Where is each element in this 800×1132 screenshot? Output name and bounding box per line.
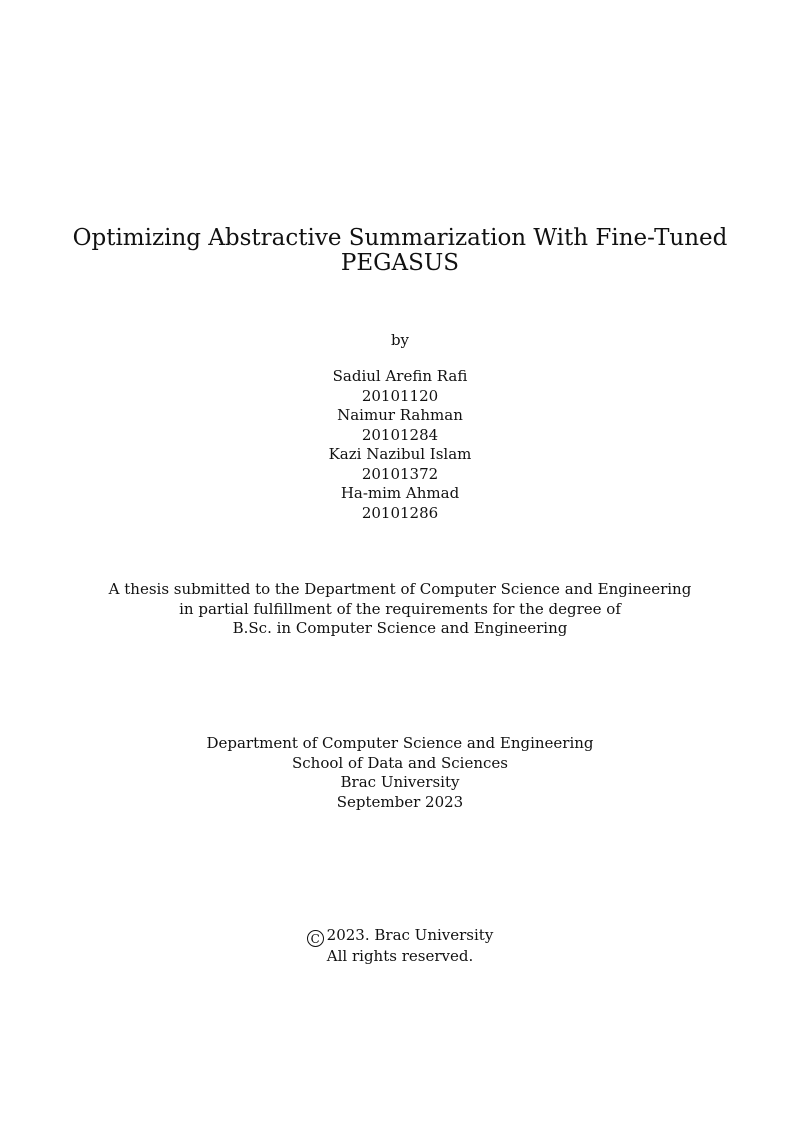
department-name: Department of Computer Science and Engineering [206,734,594,752]
author-id: 20101372 [361,464,439,483]
author-name: Kazi Nazibul Islam [328,445,472,463]
author-id: 20101120 [361,386,439,405]
submission-date: September 2023 [336,792,464,811]
author-list [0,367,800,523]
copyright-line [0,926,800,947]
thesis-title-line-2: PEGASUS [340,250,460,276]
by-label: by [390,331,410,349]
thesis-title [0,226,800,276]
copyright-block [0,926,800,967]
affiliation-block [0,734,800,812]
thesis-title-line-1: Optimizing Abstractive Summarization With Fine-Tuned [72,225,728,251]
author-name: Sadiul Arefin Rafi [332,367,468,385]
author-name: Ha-mim Ahmad [340,484,460,502]
statement-line-1: A thesis submitted to the Department of Computer Science and Engineering [108,580,692,598]
school-name: School of Data and Sciences [292,753,508,772]
copyright-text: 2023. Brac University [326,926,494,944]
author-id: 20101286 [361,503,439,522]
statement-line-3: B.Sc. in Computer Science and Engineering [232,619,568,637]
university-name: Brac University [340,773,460,791]
statement-line-2: in partial fulfillment of the requirements for the degree of [179,599,621,618]
submission-statement [0,580,800,639]
copyright-icon: C [307,930,324,947]
author-id: 20101284 [361,425,439,444]
author-name: Naimur Rahman [337,406,463,424]
rights-reserved: All rights reserved. [326,947,474,965]
